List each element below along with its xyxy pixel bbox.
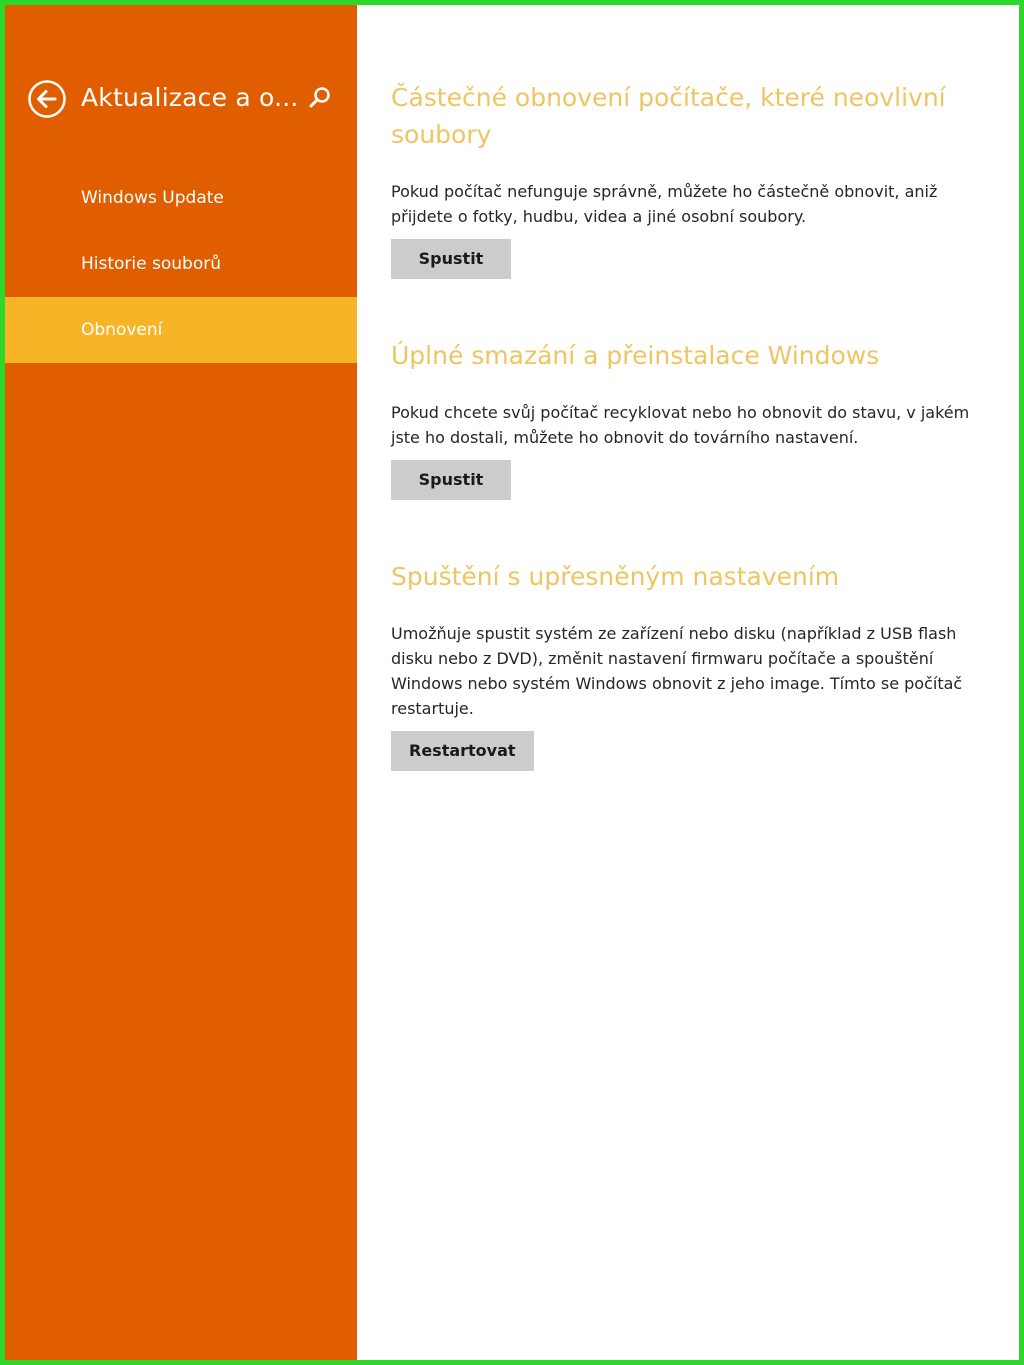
restart-button[interactable]: Restartovat [391,731,534,771]
sidebar-item-file-history[interactable] [5,231,357,297]
sidebar-item-label: Windows Update [81,188,224,208]
sidebar-item-label: Obnovení [81,320,163,340]
section-heading: Spuštění s upřesněným nastavením [391,562,840,591]
section-heading: Částečné obnovení počítače, které neovlivní soubory [391,83,946,149]
refresh-start-button[interactable]: Spustit [391,239,511,279]
section-description: Pokud počítač nefunguje správně, můžete ho částečně obnovit, aniž přijdete o fotky, hudbu, videa a jiné osobní soubory. [391,182,938,226]
back-button[interactable] [27,79,67,119]
sidebar-nav [5,165,357,363]
page-title: Aktualizace a o... [81,83,299,112]
section-description: Pokud chcete svůj počítač recyklovat nebo ho obnovit do stavu, v jakém jste ho dostali, můžete ho obnovit do továrního nastavení. [391,403,970,447]
section-advanced-startup [391,558,991,771]
search-icon [307,85,333,111]
back-arrow-circle-icon [27,79,67,119]
section-refresh [391,79,991,279]
search-button[interactable] [307,85,333,111]
section-heading: Úplné smazání a přeinstalace Windows [391,341,880,370]
sidebar-item-label: Historie souborů [81,254,221,274]
sidebar-item-windows-update[interactable] [5,165,357,231]
main-content [391,79,991,829]
section-reset [391,337,991,500]
sidebar [5,5,357,1360]
section-description: Umožňuje spustit systém ze zařízení nebo disku (například z USB flash disku nebo z DVD), změnit nastavení firmwaru počítače a spouštění Windows nebo systém Windows obnovit z jeho image. Tímto se počítač restartuje. [391,624,963,718]
sidebar-item-recovery[interactable] [5,297,357,363]
sidebar-header [27,79,337,123]
reset-start-button[interactable]: Spustit [391,460,511,500]
